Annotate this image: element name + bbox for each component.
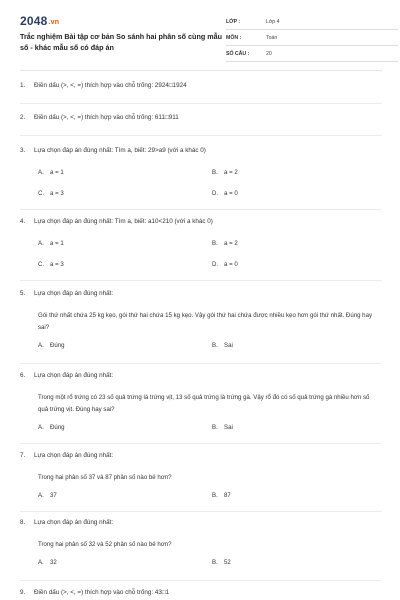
question-number: 2. <box>20 114 26 121</box>
option-text: a = 1 <box>50 240 64 247</box>
question-body: Trong hai phân số 32 và 52 phân số nào bé hơn? <box>38 541 172 548</box>
question-prompt: Điền dấu (>, <, =) thích hợp vào chỗ trống: 2924□1924 <box>34 82 187 89</box>
meta-value: 20 <box>266 51 272 57</box>
option-key: D. <box>212 190 219 197</box>
question-prompt: Lựa chọn đáp án đúng nhất: <box>34 290 114 297</box>
option-text: Sai <box>224 424 233 431</box>
option-text: 32 <box>50 559 57 566</box>
option-key: C. <box>38 261 45 268</box>
option-b[interactable] <box>212 342 233 349</box>
option-key: B. <box>212 342 218 349</box>
option-text: a = 3 <box>50 261 64 268</box>
option-text: a = 3 <box>50 190 64 197</box>
option-text: a = 2 <box>224 240 238 247</box>
question-prompt: Lựa chọn đáp án đúng nhất: <box>34 372 114 379</box>
option-c[interactable] <box>38 261 64 268</box>
question-divider <box>20 580 382 581</box>
option-key: A. <box>38 342 44 349</box>
question-number: 9. <box>20 589 26 596</box>
question-6 <box>20 372 382 436</box>
question-number: 3. <box>20 147 26 154</box>
option-text: Đúng <box>50 424 65 431</box>
option-key: B. <box>212 559 218 566</box>
meta-value: Lớp 4 <box>266 19 280 25</box>
option-c[interactable] <box>38 190 64 197</box>
option-a[interactable] <box>38 492 57 499</box>
option-a[interactable] <box>38 342 65 349</box>
meta-label: LỚP : <box>226 19 241 25</box>
option-a[interactable] <box>38 169 64 176</box>
option-text: a = 0 <box>224 261 238 268</box>
question-divider <box>20 443 382 444</box>
option-text: 52 <box>224 559 231 566</box>
option-text: Sai <box>224 342 233 349</box>
question-3 <box>20 147 382 202</box>
option-key: B. <box>212 240 218 247</box>
site-logo[interactable] <box>20 14 59 28</box>
question-number: 5. <box>20 290 26 297</box>
question-prompt: Điền dấu (>, <, =) thích hợp vào chỗ trống: 611□911 <box>34 114 179 121</box>
question-8 <box>20 519 382 571</box>
question-prompt: Lựa chọn đáp án đúng nhất: <box>34 452 114 459</box>
question-4 <box>20 218 382 273</box>
logo-sub: .vn <box>48 19 60 26</box>
question-divider <box>20 135 382 136</box>
logo-main: 2048 <box>20 14 48 28</box>
meta-row-count <box>226 48 398 62</box>
question-prompt: Điền dấu (>, <, =) thích hợp vào chỗ trống: 43□1 <box>34 589 170 596</box>
option-b[interactable] <box>212 169 238 176</box>
question-5 <box>20 290 382 354</box>
option-key: A. <box>38 169 44 176</box>
question-prompt: Lựa chọn đáp án đúng nhất: <box>34 519 114 526</box>
option-key: A. <box>38 492 44 499</box>
meta-label: MÔN : <box>226 35 242 41</box>
option-text: a = 1 <box>50 169 64 176</box>
question-divider <box>20 280 382 281</box>
option-a[interactable] <box>38 559 57 566</box>
question-number: 1. <box>20 82 26 89</box>
option-a[interactable] <box>38 424 65 431</box>
question-prompt: Lựa chọn đáp án đúng nhất: Tìm a, biết: a10<210 (với a khác 0) <box>34 218 213 225</box>
question-divider <box>20 209 382 210</box>
option-key: D. <box>212 261 219 268</box>
option-key: A. <box>38 424 44 431</box>
meta-label: SỐ CÂU : <box>226 51 250 57</box>
question-number: 6. <box>20 372 26 379</box>
worksheet-header <box>20 14 382 62</box>
question-number: 7. <box>20 452 26 459</box>
option-text: a = 0 <box>224 190 238 197</box>
option-key: C. <box>38 190 45 197</box>
question-body: Trong hai phân số 37 và 87 phân số nào bé hơn? <box>38 474 172 481</box>
question-number: 8. <box>20 519 26 526</box>
option-b[interactable] <box>212 559 231 566</box>
question-divider <box>20 363 382 364</box>
option-key: A. <box>38 240 44 247</box>
question-1 <box>20 82 382 92</box>
option-b[interactable] <box>212 492 231 499</box>
worksheet-title: Trắc nghiệm Bài tập cơ bản So sánh hai phân số cùng mẫu số - khác mẫu số có đáp án <box>20 32 223 52</box>
header-divider <box>20 70 382 71</box>
question-2 <box>20 114 382 124</box>
meta-panel <box>226 16 398 64</box>
meta-row-subject <box>226 32 398 46</box>
option-b[interactable] <box>212 424 233 431</box>
option-text: 87 <box>224 492 231 499</box>
option-text: a = 2 <box>224 169 238 176</box>
option-b[interactable] <box>212 240 238 247</box>
meta-row-class <box>226 16 398 30</box>
option-key: B. <box>212 424 218 431</box>
option-key: B. <box>212 492 218 499</box>
question-body: Gói thứ nhất chứa 25 kg kẹo, gói thứ hai chứa 15 kg kẹo. Vậy gói thứ hai chứa được nhiều kẹo hơn gói thứ nhất. Đúng hay sai? <box>38 312 373 331</box>
question-number: 4. <box>20 218 26 225</box>
question-divider <box>20 103 382 104</box>
question-divider <box>20 511 382 512</box>
question-9 <box>20 589 382 599</box>
option-key: A. <box>38 559 44 566</box>
option-d[interactable] <box>212 261 238 268</box>
option-text: 37 <box>50 492 57 499</box>
question-prompt: Lựa chọn đáp án đúng nhất: Tìm a, biết: 29>a9 (với a khác 0) <box>34 147 206 154</box>
option-key: B. <box>212 169 218 176</box>
option-text: Đúng <box>50 342 65 349</box>
question-7 <box>20 452 382 504</box>
option-a[interactable] <box>38 240 64 247</box>
option-d[interactable] <box>212 190 238 197</box>
meta-value: Toán <box>266 35 278 41</box>
question-body: Trong một rổ trứng có 23 số quả trứng là trứng vịt, 13 số quả trứng là trứng gà. Vậy rổ đó có số quả trứng gà nhiều hơn số quả trứng vịt. Đúng hay sai? <box>38 394 370 413</box>
